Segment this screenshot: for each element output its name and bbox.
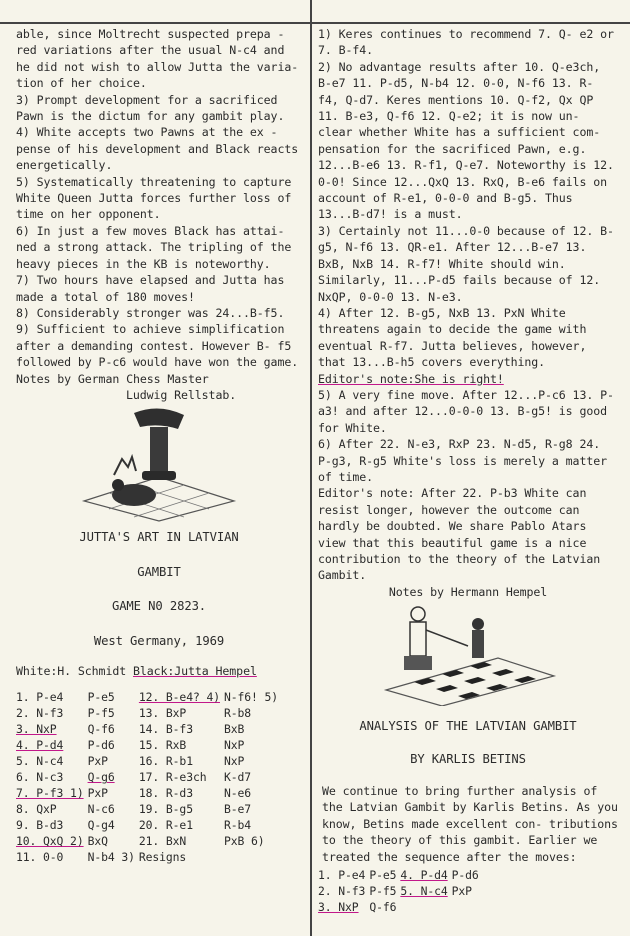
move-cell: Q-g4 [87, 818, 115, 833]
move-cell: 1. P-e4 [16, 690, 64, 705]
move-row [318, 899, 483, 915]
left-note-cont: able, since Moltrecht suspected prepa - red variations after the usual N-c4 and he did not wish to allow Jutta the varia- tion of her choice. [16, 27, 299, 91]
notes-author-name: Ludwig Rellstab. [126, 387, 237, 402]
move-row [318, 883, 483, 899]
analysis-title: ANALYSIS OF THE LATVIAN GAMBIT [359, 719, 577, 734]
move-cell: N-c6 [87, 802, 115, 817]
move-cell: P-f5 [369, 884, 397, 899]
left-note-9: 9) Sufficient to achieve simplification after a demanding contest. However B- f5 followed by P-c6 would have won the game. [16, 322, 299, 370]
left-column [16, 26, 302, 865]
move-cell: P-f5 [87, 706, 115, 721]
move-cell: PxP [87, 754, 108, 769]
move-row [16, 849, 282, 865]
move-cell: B-e7 [223, 802, 252, 817]
right-column [318, 26, 618, 915]
game-place-year: West Germany, 1969 [93, 633, 225, 648]
left-note-5: 5) Systematically threatening to capture White Queen Jutta forces further loss of time on her opponent. [16, 174, 292, 222]
editor-note-1: Editor's note:She is right! [318, 371, 504, 386]
right-note-4: 4) After 12. B-g5, NxB 13. PxN White threatens again to decide the game with eventual R-f7. Jutta believes, however, that 13...B-h5 covers everything. [318, 305, 587, 370]
game-title-line1: JUTTA'S ART IN LATVIAN [79, 530, 239, 545]
chess-illustration-left [74, 405, 244, 523]
move-cell: 3. NxP [16, 722, 57, 737]
move-row [16, 801, 282, 817]
move-row [318, 867, 483, 883]
move-cell: 14. B-f3 [138, 722, 193, 737]
player-black: Black:Jutta Hempel [132, 663, 257, 678]
move-cell: P-d6 [87, 738, 115, 753]
move-cell: N-e6 [223, 786, 252, 801]
move-cell: 7. P-f3 1) [16, 786, 84, 801]
move-cell: PxP [451, 884, 472, 899]
game-moves-table [16, 689, 282, 865]
right-note-3: 3) Certainly not 11...0-0 because of 12. B-g5, N-f6 13. QR-e1. After 12...B-e7 13. BxB, NxB 14. R-f7! White should win. Similarly, 11...P-d5 fails because of 12. NxQP, 0-0-0 13. N-e3. [318, 223, 614, 304]
move-row [16, 705, 282, 721]
move-cell: 2. N-f3 [16, 706, 64, 721]
move-cell: Q-f6 [87, 722, 115, 737]
move-cell: 12. B-e4? 4) [138, 690, 220, 705]
move-cell: BxB [223, 722, 245, 737]
move-row [16, 753, 282, 769]
move-cell: BxQ [87, 834, 108, 849]
move-cell: 8. QxP [16, 802, 57, 817]
move-cell: N-f6! 5) [223, 690, 279, 705]
move-cell: R-b4 [223, 818, 252, 833]
move-cell: 15. RxB [138, 738, 187, 753]
right-note-6: 6) After 22. N-e3, RxP 23. N-d5, R-g8 24. P-g3, R-g5 White's loss is merely a matter of time. [318, 437, 607, 484]
game-number: GAME N0 2823. [111, 599, 207, 614]
move-cell: 2. N-f3 [318, 884, 366, 899]
notes-author-line: Notes by German Chess Master [16, 371, 209, 386]
move-cell: 13. BxP [138, 706, 187, 721]
move-cell: Q-g6 [87, 770, 115, 785]
analysis-author: BY KARLIS BETINS [410, 751, 526, 766]
move-cell: 10. QxQ 2) [16, 834, 84, 849]
move-cell: Q-f6 [369, 900, 397, 915]
right-note-2: 2) No advantage results after 10. Q-e3ch, B-e7 11. P-d5, N-b4 12. 0-0, N-f6 13. R- f4, Q-d7. Keres mentions 10. Q-f2, Qx QP 11. B-e3, Q-f6 12. Q-e2; it is now un- clear whether White has a sufficient com- pensation for the sacrificed Pawn, e.g. 12...B-e6 13. R-f1, Q-e7. Noteworthy is 12. 0-0! Since 12...QxQ 13. RxQ, B-e6 fails on account of R-e1, 0-0-0 and B-g5. Thus 13...B-d7! is a must. [318, 59, 614, 222]
left-note-3: 3) Prompt development for a sacrificed Pawn is the dictum for any gambit play. [16, 92, 285, 124]
chess-illustration-right [378, 602, 558, 706]
move-cell: 5. N-c4 [16, 754, 64, 769]
left-note-8: 8) Considerably stronger was 24...B-f5. [16, 305, 285, 320]
move-cell: PxP [87, 786, 108, 801]
right-note-1: 1) Keres continues to recommend 7. Q- e2 or 7. B-f4. [318, 27, 614, 58]
move-cell: 3. NxP [318, 900, 359, 915]
left-note-4: 4) White accepts two Pawns at the ex - pense of his development and Black reacts energetically. [16, 125, 299, 173]
move-cell: N-b4 3) [87, 850, 135, 865]
move-cell: NxP [223, 738, 245, 753]
move-cell: 16. R-b1 [138, 754, 193, 769]
move-cell [452, 899, 483, 915]
game-title-line2: GAMBIT [137, 564, 181, 579]
player-white: White:H. Schmidt [16, 663, 127, 678]
move-row [16, 785, 282, 801]
column-divider [310, 0, 312, 936]
move-cell: 18. R-d3 [138, 786, 193, 801]
move-cell: 20. R-e1 [138, 818, 193, 833]
move-cell: 4. P-d4 [16, 738, 64, 753]
move-cell: NxP [223, 754, 245, 769]
move-cell: 6. N-c3 [16, 770, 64, 785]
top-rule [0, 22, 630, 24]
move-row [16, 721, 282, 737]
move-row [16, 769, 282, 785]
move-cell: P-d6 [451, 868, 479, 883]
move-cell: K-d7 [223, 770, 252, 785]
players-line [16, 663, 302, 679]
move-cell: P-e5 [369, 868, 397, 883]
move-cell: PxB 6) [223, 834, 265, 849]
move-row [16, 689, 282, 705]
move-cell: 4. P-d4 [400, 868, 448, 883]
notes-author-right: Notes by Hermann Hempel [388, 584, 548, 599]
move-cell [224, 849, 282, 865]
move-cell: 19. B-g5 [138, 802, 193, 817]
move-row [16, 833, 282, 849]
move-cell: P-e5 [87, 690, 115, 705]
move-cell: 17. R-e3ch [138, 770, 207, 785]
move-cell: 1. P-e4 [318, 868, 366, 883]
move-row [16, 737, 282, 753]
move-cell: 9. B-d3 [16, 818, 64, 833]
move-cell: 11. 0-0 [16, 850, 64, 865]
move-row [16, 817, 282, 833]
move-cell: 5. N-c4 [400, 884, 448, 899]
editor-note-2: Editor's note: After 22. P-b3 White can resist longer, however the outcome can hardly be doubted. We share Pablo Atars view that this beautiful game is a nice contribution to the theory of the Latvian Gambit. [318, 486, 601, 583]
analysis-moves-table [318, 867, 483, 915]
right-note-5: 5) A very fine move. After 12...P-c6 13. P-a3! and after 12...0-0-0 13. B-g5! is good for White. [318, 387, 614, 435]
move-cell: Resigns [138, 850, 187, 865]
move-cell: R-b8 [223, 706, 252, 721]
left-note-7: 7) Two hours have elapsed and Jutta has made a total of 180 moves! [16, 273, 285, 304]
analysis-intro: We continue to bring further analysis of the Latvian Gambit by Karlis Betins. As you know, Betins made excellent con- tributions to the theory of this gambit. Earlier we treated the sequence after the moves: [322, 784, 618, 864]
move-cell [400, 899, 451, 915]
left-note-6: 6) In just a few moves Black has attai- ned a strong attack. The tripling of the heavy pieces in the KB is noteworthy. [16, 223, 292, 271]
move-cell: 21. BxN [138, 834, 187, 849]
